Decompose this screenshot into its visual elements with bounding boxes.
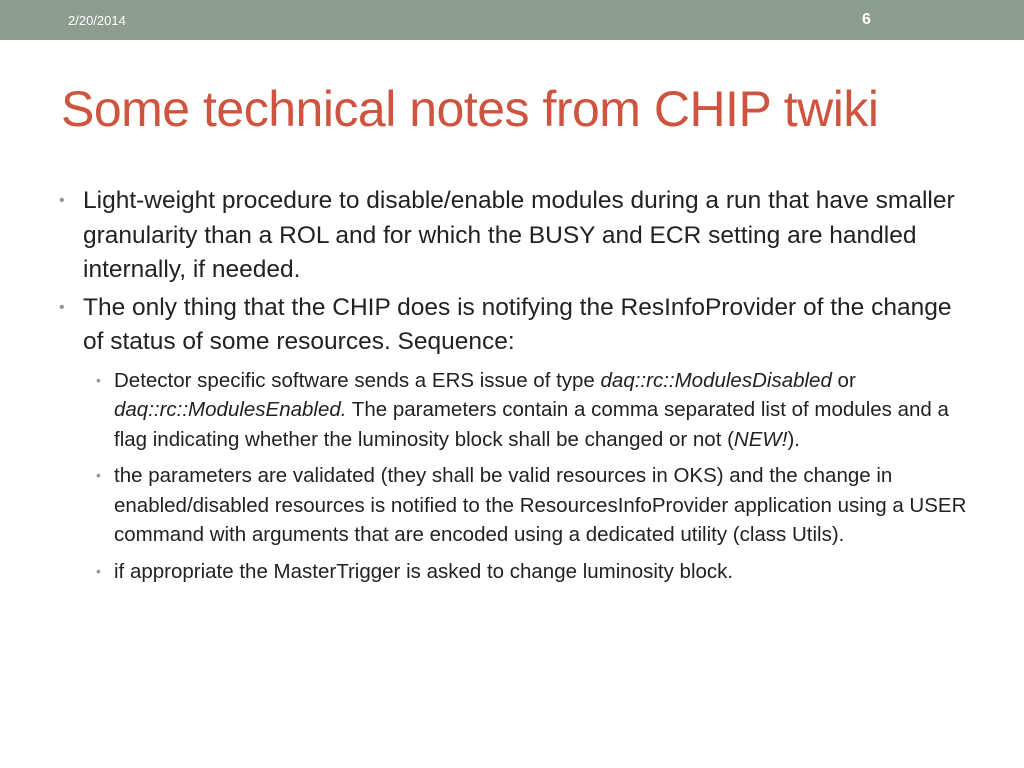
bullet-dot-icon: • — [96, 562, 101, 579]
header-bar — [0, 0, 1024, 40]
text-run: The parameters contain a comma separated list of modules and a flag indicating whether the luminosity block shall be changed or not ( — [114, 398, 949, 451]
italic-text: daq::rc::ModulesDisabled — [600, 368, 832, 392]
italic-text: daq::rc::ModulesEnabled. — [114, 398, 347, 421]
bullet-list — [58, 184, 978, 586]
sub-bullet-text: if appropriate the MasterTrigger is asked to change luminosity block. — [114, 559, 734, 583]
sub-bullet-item — [83, 366, 978, 455]
italic-text: NEW! — [733, 427, 788, 451]
sub-bullet-item — [83, 461, 978, 550]
slide-date: 2/20/2014 — [68, 13, 126, 28]
bullet-dot-icon: • — [96, 467, 101, 483]
bullet-item — [58, 291, 978, 587]
bullet-text: The only thing that the CHIP does is notifying the ResInfoProvider of the change of status of some resources. Sequence: — [83, 293, 952, 355]
slide-title: Some technical notes from CHIP twiki — [61, 81, 879, 137]
text-run: Detector specific software sends a ERS issue of type — [114, 368, 601, 392]
bullet-item — [58, 184, 978, 288]
slide-content — [58, 184, 978, 593]
bullet-dot-icon: • — [59, 192, 65, 209]
bullet-text: Light-weight procedure to disable/enable modules during a run that have smaller granularity than a ROL and for which the BUSY and ECR setting are handled internally, if needed. — [83, 187, 955, 283]
sub-bullet-item — [83, 557, 978, 587]
sub-bullet-text: the parameters are validated (they shall be valid resources in OKS) and the change in enabled/disabled resources is notified to the ResourcesInfoProvider application using a USER command with arguments that are encoded using a dedicated utility (class Utils). — [114, 464, 967, 546]
text-run: or — [831, 368, 856, 392]
bullet-dot-icon: • — [59, 298, 65, 316]
bullet-dot-icon: • — [96, 371, 101, 388]
slide-number: 6 — [862, 11, 871, 28]
sub-bullet-list — [83, 366, 978, 587]
sub-bullet-text — [114, 369, 949, 451]
text-run: ). — [787, 427, 800, 451]
